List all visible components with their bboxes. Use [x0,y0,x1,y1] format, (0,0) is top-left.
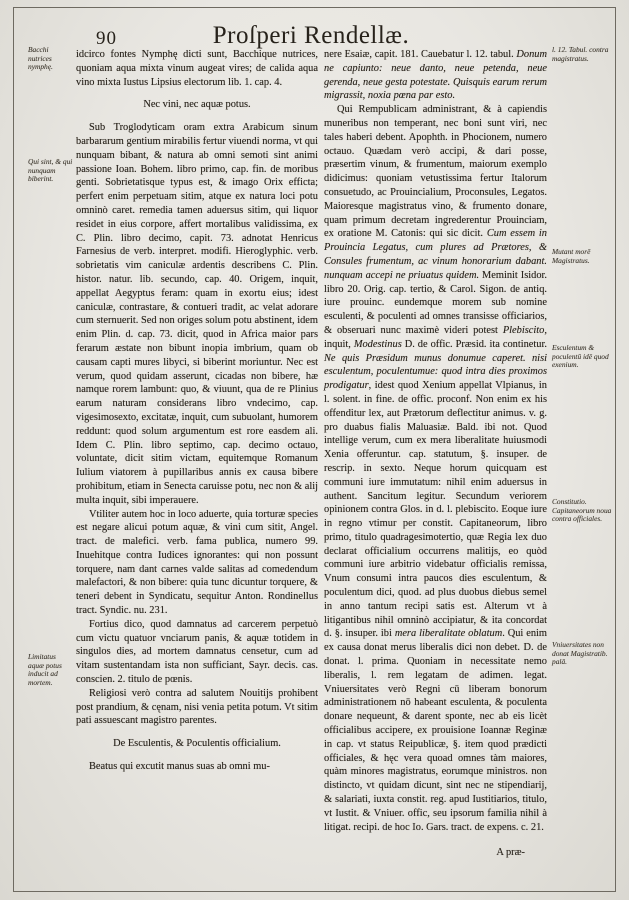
section-heading: De Esculentis, & Poculentis officialium. [113,738,281,750]
column-left [76,48,318,774]
paragraph: Qui Rempublicam administrant, & à capiendis muneribus non temperant, nec boni sunt viri, nec tales haberi debent. Apophth. in Phocionem, numero octauo. Quædam verò accipi, & dari posse, præsertim vinum, & frumentum, maiorum exemplo didicimus: quoniam vetustissima fertur Italorum consuetudo, ac Prouincialium, Proconsules, Legatos. Maioresque magistratus vino, & frumento donare, quam primum decretam ingrederentur Prouinciam, ex oratione M. Catonis: qui sic dicit. Cum essem in Prouincia Legatus, cum plures ad Prætores, & Consules frumentum, ac vinum honorarium dabant. nunquam accepi ne priuatus quidem. Meminit Isidor. libro 20. Orig. cap. tertio, & Carol. Sigon. de antiq. iure prouinc. eundemque morem sub nomine esculenti, & poculenti ad omnes transisse officiarios, & obseruari nunc maximè videri potest Plebiscito, inquit, Modestinus D. de offic. Præsid. ita continetur. Ne quis Præsidum munus donumue caperet. nisi esculentum, poculentumue: quod intra dies proximos prodigatur, idest quod Xenium appellat Vlpianus, in l. solent. in fine. de offic. proconf. Non enim ex his offenditur lex, aut Prætorum deflectitur animus. v. g. pro duabus fialis Maluasiæ. Bald. ibi not. Quod intellige verum, cum ex mera liberalitate huiusmodi Xenia offeruntur. cap. statutum, §. insuper. de rescrip. in sexto. Neque horum quicquam est communi iure immutatum: nihil enim aduersus in authent. Sancitum legitur. Secundum veriorem opinionem contra Glos. in d. l. plebiscito. Eoque iure in regno vtimur per constit. Capitaneorum, libro primo, titulo quadragesimotertio, quæ Regia lex duo declarat officialium occurrens malitijs, eo quòd communi iure arbitrio videbatur officialis remissa, Vnum consumi intra paucos dies esculentum, & poculentum dici, quod. ad plus duobus diebus semel in anno tantum recipi satis est. Alterum vt à litigantibus nihil omninò accipiatur, & ita concordat d. §. insuper. ibi mera liberalitate oblatum. Qui enim ex causa donat merus liberalis dici non debet. D. de donat. l. prima. Quoniam in necessitate nemo liberalis, l. rem legatam de adimen. legat. Vniuersitates verò Regni cū liberam bonorum administrationem nō habeant esculenta, & poculenta donare nequeunt, & darent sponte, nec ab eis licèt officialibus accipere, ex prouisione Ioannæ Reginæ in cap. vt status Reipublicæ, §. item quod prædicti officiales, & hęc vera quoad omnes tàm maiores, quàm minores magistratus, eorumque ministros. non distincto, vt quidam dicunt, sint nec ne stipendiarij, & salariati, iuxta constit. reg. apud Iustitiarios, titulo, vt Iustit. & Vniuer. offic, seu ipsorum familia nihil à litigat. recipi. de hoc Io. Gars. tract. de expens. c. 21. [324,104,547,833]
page-number: 90 [96,28,117,49]
paragraph: Fortius dico, quod damnatus ad carcerem perpetuò cum victu quatuor vnciarum panis, & aquæ totidem in singulos dies, ad mortem damnatus censetur, cum ad vitam sustentandam ista non sufficiant, Sayr. decis. cas. conscien. 2. titulo de pœnis. [76,618,318,686]
margin-note: Vniuersitates non donat Magistratib. palā. [552,640,608,667]
margin-note: l. 12. Tabul. contra magistratus. [552,45,609,63]
margin-note: Mutant morē Magistratus. [552,247,591,265]
paragraph: Beatus qui excutit manus suas ab omni mu- [89,761,270,773]
section-heading: Nec vini, nec aquæ potus. [143,99,251,111]
margin-note: Bacchi nutrices nymphę. [28,45,53,72]
page-title: Proſperi Rendellæ. [212,22,410,49]
margin-note: Constitutio. Capitaneorum noua contra officiales. [552,497,612,524]
paragraph: idcirco fontes Nymphę dicti sunt, Bacchique nutrices, quoniam aqua mixta vinum augeat vires; de calida aqua vino mixta Iustus Lipsius electorum lib. 1. cap. 4. [76,49,318,88]
margin-note: Qui sint, & qui nunquam biberint. [28,157,73,184]
paragraph: nere Esaiæ, capit. 181. Cauebatur l. 12. tabul. Donum ne capiunto: neue danto, neue petenda, neue gerenda, neue gesta potestate. Quisquis earum rerum migrassit, noxia pœna par esto. [324,49,547,102]
column-right [324,48,547,860]
paragraph: Vtiliter autem hoc in loco aduerte, quia torturæ species est negare alicui potum aquæ, & vini cum sitit, Angel. tract. de malefici. verb. fama publica, numero 99. Inuehitque contra Iudices ignorantes: qui non possunt torquere, nam dant carnes valde salitas ad comedendum malefactori, & non bibere: quia tunc dicuntur torquere, & teneri debent in Syndicatu, sequitur Anton. Rondinellus tract. Syndic. nu. 231. [76,508,318,617]
paragraph: Sub Troglodyticam oram extra Arabicum sinum barbararum gentium mirabilis fertur viuendi norma, vt qui nunquam bibant, & natura ab omni semoti sint animi passione Ioan. Bohem. libro primo, cap. fin. de moribus genti. Sobrietatisque typus est, & imago Orix efficta; perfert enim perpetuam sitim, atque ex natura loci potu omninò caret. remedia tamen aduersus sitim, qui liquor residet in eius corpore, affert mortalibus validissima, ex C. Plin. libro decimo, capit. 73. adnotat Henricus Farnesius de verb. interpret. modifi. Hieroglyphic. verb. sobrietatis vim caniculæ ardentis describens C. Plin. histor. natur. lib. secundo, cap. 40. Origem, inquit, appellat Aegyptus feram: quam in exortu eius; idest caniculæ, contrastare, & contueri tradit, ac velat adorare cum sternuerit. Sed non origes solum potu abstinent, idem enim Plin. d. cap. 73. dicit, quod in Africa maior pars ferarum æstate non bibunt inopia imbrium, quam ob causam capti mures libyci, si biberint moriuntur. Nec est verum, quod quidam asserunt, cicadas non bibere, hæ namque rorem lambunt: quo, & viuunt, qua de re Plinius earum naturam considerans libro vndecimo, cap. vigesimosexto, excitatæ, inquit, cum subuolant, humorem reddunt: quod solum argumentum est rore easdem ali. Idem C. Plin. libro septimo, cap. decimo octauo, voluntate, dicit sitim victam, equitemque Romanum Iulium viatorem à pupillaribus annis ex causa bibere prohibitum, etiam in Senecta caruisse potu, nec non & alij multa inquit, sibi imperauere. [76,122,318,506]
paragraph: Religiosi verò contra ad salutem Nouitijs prohibent post prandium, & cęnam, nisi venia petita potum. Vt sitim pati assuescant magistro parentes. [76,687,318,727]
margin-note: Limitatus aquæ potus inducit ad mortem. [28,652,62,688]
margin-note: Esculentum & poculentū idē quod exenium. [552,343,609,370]
catchword: A præ- [496,847,525,859]
